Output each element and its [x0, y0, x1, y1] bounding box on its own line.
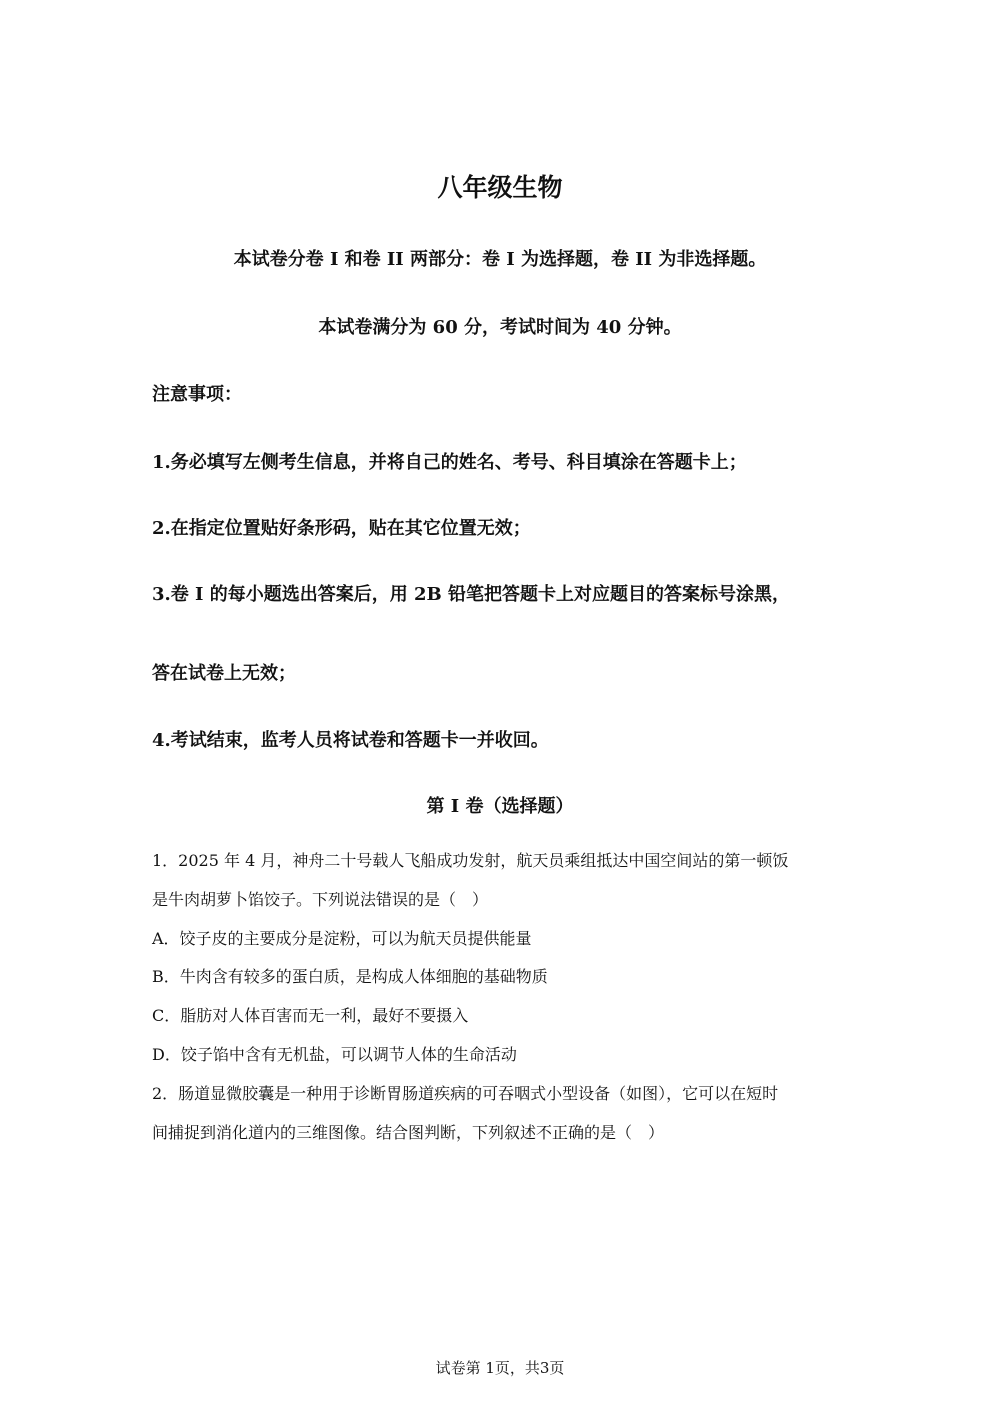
section-title: 第 I 卷（选择题） [426, 796, 574, 817]
notice-heading: 注意事项： [152, 384, 242, 405]
notice-item-2: 2.在指定位置贴好条形码，贴在其它位置无效； [152, 518, 531, 539]
notice-item-3-line-2: 答在试卷上无效； [152, 663, 296, 684]
question-1-option-d: D．饺子馅中含有无机盐，可以调节人体的生命活动 [152, 1045, 517, 1064]
page-footer: 试卷第 1页，共3页 [435, 1359, 565, 1377]
question-2-stem-line-2: 间捕捉到消化道内的三维图像。结合图判断，下列叙述不正确的是（ ） [152, 1123, 665, 1142]
question-1-option-b: B．牛肉含有较多的蛋白质，是构成人体细胞的基础物质 [152, 967, 548, 986]
question-1-stem-line-1: 1．2025 年 4 月，神舟二十号载人飞船成功发射，航天员乘组抵达中国空间站的第一顿饭 [152, 851, 789, 870]
question-1-option-c: C．脂肪对人体百害而无一利，最好不要摄入 [152, 1006, 469, 1025]
question-2-stem-line-1: 2．肠道显微胶囊是一种用于诊断胃肠道疾病的可吞咽式小型设备（如图），它可以在短时 [152, 1084, 779, 1103]
notice-item-1: 1.务必填写左侧考生信息，并将自己的姓名、考号、科目填涂在答题卡上； [152, 452, 747, 473]
notice-item-4: 4.考试结束，监考人员将试卷和答题卡一并收回。 [152, 730, 549, 751]
page-title: 八年级生物 [437, 173, 563, 202]
question-1-option-a: A．饺子皮的主要成分是淀粉，可以为航天员提供能量 [152, 929, 532, 948]
question-1-stem-line-2: 是牛肉胡萝卜馅饺子。下列说法错误的是（ ） [152, 890, 489, 909]
intro-line-1: 本试卷分卷 I 和卷 II 两部分：卷 I 为选择题，卷 II 为非选择题。 [233, 249, 767, 270]
notice-item-3-line-1: 3.卷 I 的每小题选出答案后，用 2B 铅笔把答题卡上对应题目的答案标号涂黑， [152, 584, 791, 605]
intro-line-2: 本试卷满分为 60 分，考试时间为 40 分钟。 [318, 317, 682, 338]
